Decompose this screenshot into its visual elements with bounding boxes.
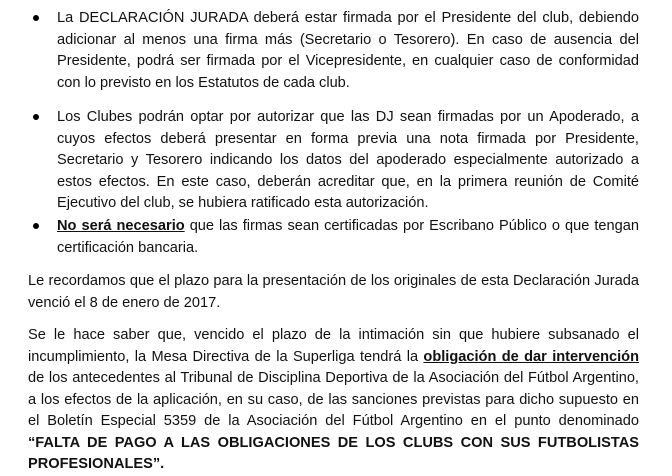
bullet-text: La DECLARACIÓN JURADA deberá estar firmada por el Presidente del club, debiendo adicionar al menos una firma más (Secretario o Tesorero). En caso de ausencia del Presidente, podrá ser firmada por el Vicepresidente, en cualquier caso de conformidad con lo previsto en los Estatutos de cada club. — [57, 10, 639, 91]
emphasis-text: obligación de dar intervención — [423, 348, 639, 365]
paragraph-warning — [28, 325, 639, 476]
bullet-text: Los Clubes podrán optar por autorizar que las DJ sean firmadas por un Apoderado, a cuyos efectos deberá presentar en forma previa una nota firmada por Presidente, Secretario y Tesorero indicando los datos del apoderado especialmente autorizado a estos efectos. En este caso, deberán acreditar que, en la primera reunión de Comité Ejecutivo del club, se hubiera ratificado esta autorización. — [57, 109, 639, 211]
paragraph-deadline — [28, 271, 639, 314]
bullet-marker — [33, 15, 39, 21]
bullet-text — [57, 216, 639, 259]
bullet-marker — [33, 114, 39, 120]
bullet-marker — [33, 223, 39, 229]
bold-closing-text: “FALTA DE PAGO A LAS OBLIGACIONES DE LOS CLUBS CON SUS FUTBOLISTAS PROFESIONALES”. — [28, 434, 639, 472]
paragraph-text: Le recordamos que el plazo para la presentación de los originales de esta Declaración Jurada venció el 8 de enero de 2017. — [28, 273, 639, 311]
paragraph-text-start: Se le hace saber que, vencido el plazo de la intimación sin que hubiere subsanado el incumplimiento, la Mesa Directiva de la Superliga tendrá la — [28, 327, 639, 365]
paragraph-text-middle: de los antecedentes al Tribunal de Disciplina Deportiva de la Asociación del Fútbol Argentino, a los efectos de la aplicación, en su caso, de las sanciones previstas para dicho supuesto en el Boletín Especial 5359 de la Asociación del Fútbol Argentino en el punto denominado — [28, 370, 639, 429]
bullet-item-certification — [57, 216, 639, 259]
paragraph-text — [28, 325, 639, 476]
bullet-item-apoderado — [57, 107, 639, 215]
bullet-item-signatures — [57, 8, 639, 94]
emphasis-text: No será necesario — [57, 218, 185, 234]
bullet-text-rest: que las firmas sean certificadas por Escribano Público o que tengan certificación bancaria. — [57, 218, 639, 256]
